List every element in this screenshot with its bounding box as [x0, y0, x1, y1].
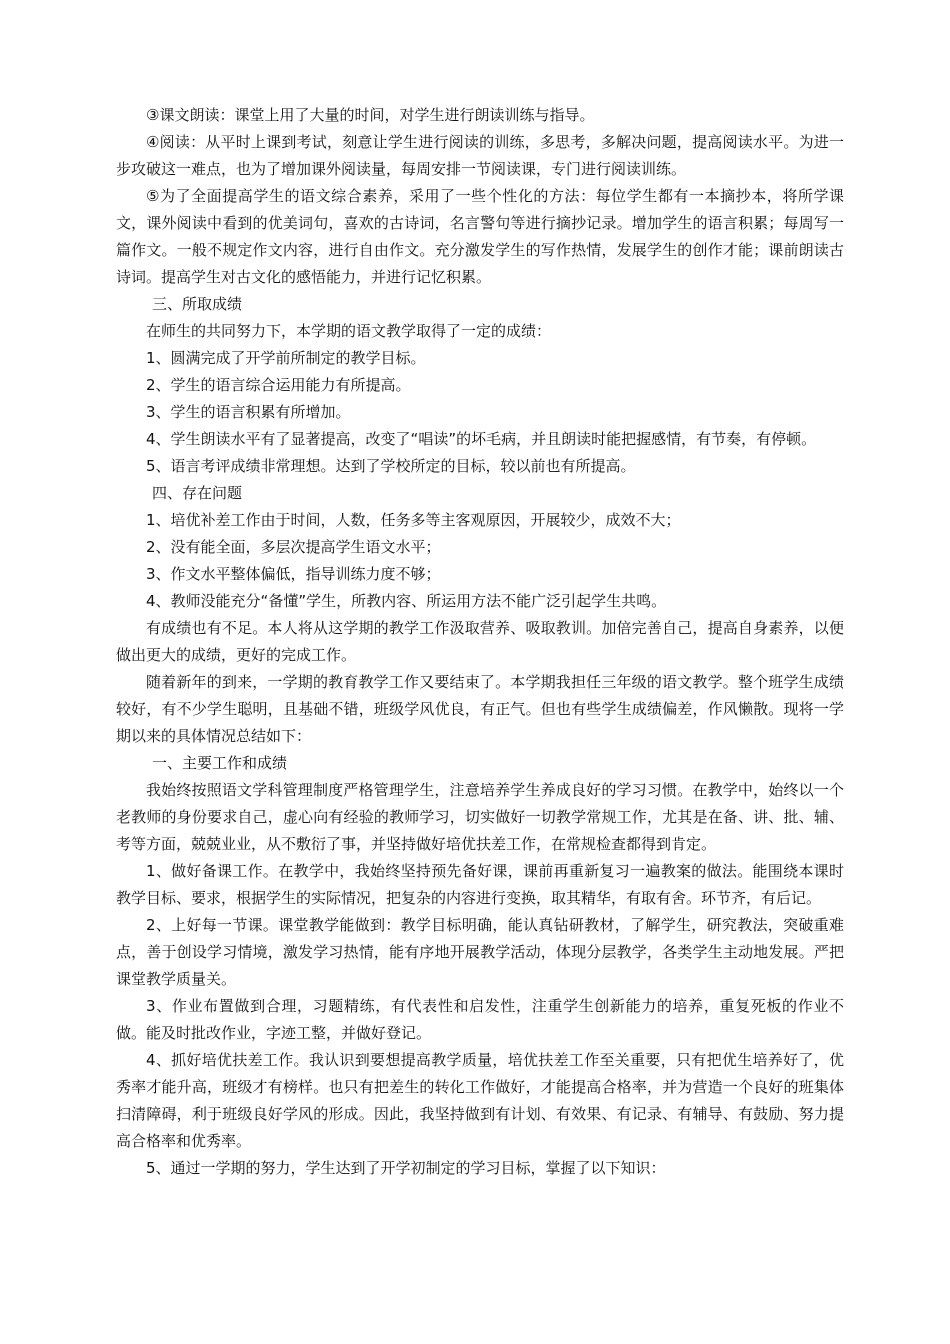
paragraph-achievements-intro: 在师生的共同努力下，本学期的语文教学取得了一定的成绩： — [146, 322, 552, 340]
paragraph-reading: ④阅读：从平时上课到考试，刻意让学生进行阅读的训练，多思考，多解决问题，提高阅读水平。为进一步攻破这一难点，也为了增加课外阅读量，每周安排一节阅读课，专门进行阅读训练。 — [116, 133, 844, 178]
document-body — [116, 102, 844, 1182]
list-item-work-1: 1、做好备课工作。在教学中，我始终坚持预先备好课，课前再重新复习一遍教案的做法。能围绕本课时教学目标、要求，根据学生的实际情况，把复杂的内容进行变换，取其精华，有取有舍。环节齐，有后记。 — [116, 862, 844, 907]
list-item-achievement-5: 5、语言考评成绩非常理想。达到了学校所定的目标，较以前也有所提高。 — [146, 457, 636, 475]
list-item-problem-4: 4、教师没能充分“备懂”学生，所教内容、所运用方法不能广泛引起学生共鸣。 — [146, 592, 667, 610]
list-item-problem-2: 2、没有能全面，多层次提高学生语文水平； — [146, 538, 441, 556]
paragraph-conclusion: 有成绩也有不足。本人将从这学期的教学工作汲取营养、吸取教训。加倍完善自己，提高自身素养，以便做出更大的成绩，更好的完成工作。 — [116, 619, 844, 664]
list-item-work-3: 3、作业布置做到合理，习题精练，有代表性和启发性，注重学生创新能力的培养，重复死板的作业不做。能及时批改作业，字迹工整，并做好登记。 — [116, 997, 844, 1042]
list-item-achievement-4: 4、学生朗读水平有了显著提高，改变了“唱读”的坏毛病，并且朗读时能把握感情，有节奏，有停顿。 — [146, 430, 817, 448]
paragraph-main-work: 我始终按照语文学科管理制度严格管理学生，注意培养学生养成良好的学习习惯。在教学中，始终以一个老教师的身份要求自己，虚心向有经验的教师学习，切实做好一切教学常规工作，尤其是在备、讲、批、辅、考等方面，兢兢业业，从不敷衍了事，并坚持做好培优扶差工作，在常规检查都得到肯定。 — [116, 781, 844, 853]
paragraph-personalized-methods: ⑤为了全面提高学生的语文综合素养，采用了一些个性化的方法：每位学生都有一本摘抄本，将所学课文，课外阅读中看到的优美词句，喜欢的古诗词，名言警句等进行摘抄记录。增加学生的语言积累；每周写一篇作文。一般不规定作文内容，进行自由作文。充分激发学生的写作热情，发展学生的创作才能；课前朗读古诗词。提高学生对古文化的感悟能力，并进行记忆积累。 — [116, 187, 844, 286]
list-item-achievement-2: 2、学生的语言综合运用能力有所提高。 — [146, 376, 411, 394]
list-item-work-4: 4、抓好培优扶差工作。我认识到要想提高教学质量，培优扶差工作至关重要，只有把优生培养好了，优秀率才能升高，班级才有榜样。也只有把差生的转化工作做好，才能提高合格率，并为营造一个良好的班集体扫清障碍，利于班级良好学风的形成。因此，我坚持做到有计划、有效果、有记录、有辅导、有鼓励、努力提高合格率和优秀率。 — [116, 1051, 844, 1150]
section-heading-main-work: 一、主要工作和成绩 — [152, 754, 288, 772]
list-item-problem-1: 1、培优补差工作由于时间，人数，任务多等主客观原因，开展较少，成效不大； — [146, 511, 681, 529]
paragraph-reading-aloud: ③课文朗读：课堂上用了大量的时间，对学生进行朗读训练与指导。 — [146, 106, 595, 124]
section-heading-problems: 四、存在问题 — [152, 484, 243, 502]
paragraph-new-summary-intro: 随着新年的到来，一学期的教育教学工作又要结束了。本学期我担任三年级的语文教学。整个班学生成绩较好，有不少学生聪明，且基础不错，班级学风优良，有正气。但也有些学生成绩偏差，作风懒散。现将一学期以来的具体情况总结如下： — [116, 673, 844, 745]
section-heading-achievements: 三、所取成绩 — [152, 295, 243, 313]
list-item-problem-3: 3、作文水平整体偏低，指导训练力度不够； — [146, 565, 441, 583]
list-item-work-2: 2、上好每一节课。课堂教学能做到：教学目标明确，能认真钻研教材，了解学生，研究教法，突破重难点，善于创设学习情境，激发学习热情，能有序地开展教学活动，体现分层教学，各类学生主动地发展。严把课堂教学质量关。 — [116, 916, 844, 988]
list-item-work-5: 5、通过一学期的努力，学生达到了开学初制定的学习目标，掌握了以下知识： — [146, 1159, 666, 1177]
list-item-achievement-1: 1、圆满完成了开学前所制定的教学目标。 — [146, 349, 426, 367]
list-item-achievement-3: 3、学生的语言积累有所增加。 — [146, 403, 351, 421]
